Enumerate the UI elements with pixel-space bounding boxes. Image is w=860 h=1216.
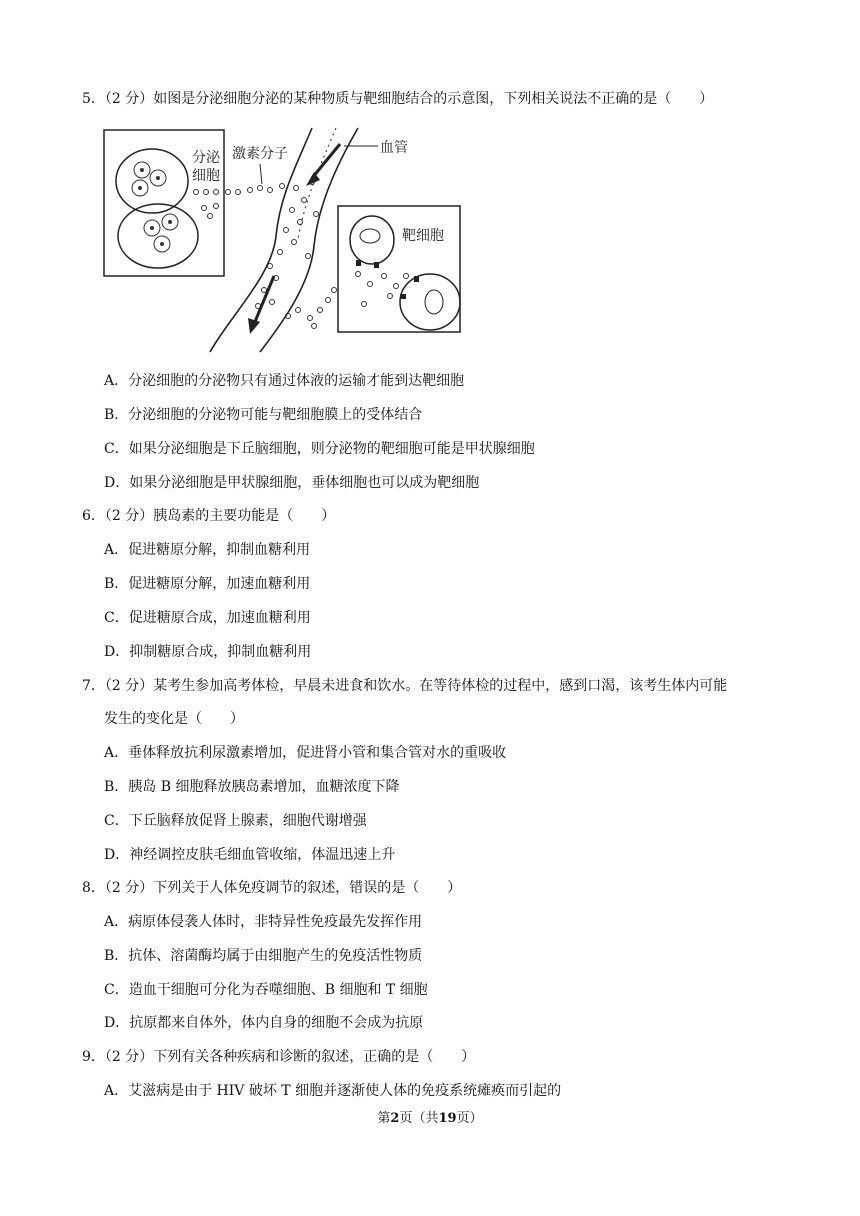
question-8-option-b: B．抗体、溶菌酶均属于由细胞产生的免疫活性物质 <box>104 948 423 964</box>
page-footer <box>0 1109 860 1129</box>
question-8-stem: 8．（2 分）下列关于人体免疫调节的叙述，错误的是（ ） <box>82 880 462 896</box>
question-8-option-d: D．抗原都来自体外，体内自身的细胞不会成为抗原 <box>104 1015 424 1031</box>
question-6-option-a: A．促进糖原分解，抑制血糖利用 <box>104 542 311 558</box>
question-9-stem: 9．（2 分）下列有关各种疾病和诊断的叙述，正确的是（ ） <box>82 1049 476 1065</box>
question-7-option-a: A．垂体释放抗利尿激素增加，促进肾小管和集合管对水的重吸收 <box>104 745 507 761</box>
target-cell-lower <box>400 274 460 330</box>
label-target: 靶细胞 <box>402 228 444 244</box>
footer-page-number: 2 <box>390 1111 400 1126</box>
secretion-diagram <box>100 126 470 354</box>
question-7-option-c: C．下丘脑释放促肾上腺素，细胞代谢增强 <box>104 813 367 829</box>
question-9-option-a: A．艾滋病是由于 HIV 破坏 T 细胞并逐渐使人体的免疫系统瘫痪而引起的 <box>104 1083 562 1099</box>
label-secretory-line2: 细胞 <box>192 168 220 184</box>
question-8-option-a: A．病原体侵袭人体时，非特异性免疫最先发挥作用 <box>104 914 423 930</box>
footer-total-pages: 19 <box>438 1111 457 1126</box>
target-cell-upper <box>350 216 394 264</box>
question-6-option-c: C．促进糖原合成，加速血糖利用 <box>104 610 311 626</box>
secretory-cell-lower <box>118 204 198 268</box>
question-5-stem: 5．（2 分）如图是分泌细胞分泌的某种物质与靶细胞结合的示意图，下列相关说法不正确的是（ ） <box>82 91 714 107</box>
secretion-diagram-svg <box>100 126 470 354</box>
secretory-cell-upper <box>116 149 188 213</box>
receptors <box>356 260 419 299</box>
question-5-option-c: C．如果分泌细胞是下丘脑细胞，则分泌物的靶细胞可能是甲状腺细胞 <box>104 441 535 457</box>
footer-middle: 页（共 <box>399 1111 439 1126</box>
question-7-stem-continuation: 发生的变化是（ ） <box>104 711 244 727</box>
footer-prefix: 第 <box>377 1111 391 1126</box>
question-5-option-b: B．分泌细胞的分泌物可能与靶细胞膜上的受体结合 <box>104 407 423 423</box>
question-7-option-b: B．胰岛 B 细胞释放胰岛素增加，血糖浓度下降 <box>104 779 400 795</box>
question-6-stem: 6．（2 分）胰岛素的主要功能是（ ） <box>82 508 336 524</box>
question-5-option-a: A．分泌细胞的分泌物只有通过体液的运输才能到达靶细胞 <box>104 373 465 389</box>
question-7-stem: 7．（2 分）某考生参加高考体检，早晨未进食和饮水。在等待体检的过程中，感到口渴，该考生体内可能 <box>82 678 728 694</box>
label-vessel: 血管 <box>380 140 408 156</box>
question-5-option-d: D．如果分泌细胞是甲状腺细胞，垂体细胞也可以成为靶细胞 <box>104 475 480 491</box>
question-7-option-d: D．神经调控皮肤毛细血管收缩，体温迅速上升 <box>104 847 396 863</box>
hormone-molecules <box>194 180 409 329</box>
question-6-option-d: D．抑制糖原合成，抑制血糖利用 <box>104 644 312 660</box>
label-hormone: 激素分子 <box>232 146 288 162</box>
question-8-option-c: C．造血干细胞可分化为吞噬细胞、B 细胞和 T 细胞 <box>104 982 428 998</box>
target-box <box>338 206 460 332</box>
question-6-option-b: B．促进糖原分解，加速血糖利用 <box>104 576 311 592</box>
footer-suffix: 页） <box>456 1111 483 1126</box>
label-secretory-line1: 分泌 <box>192 150 220 166</box>
